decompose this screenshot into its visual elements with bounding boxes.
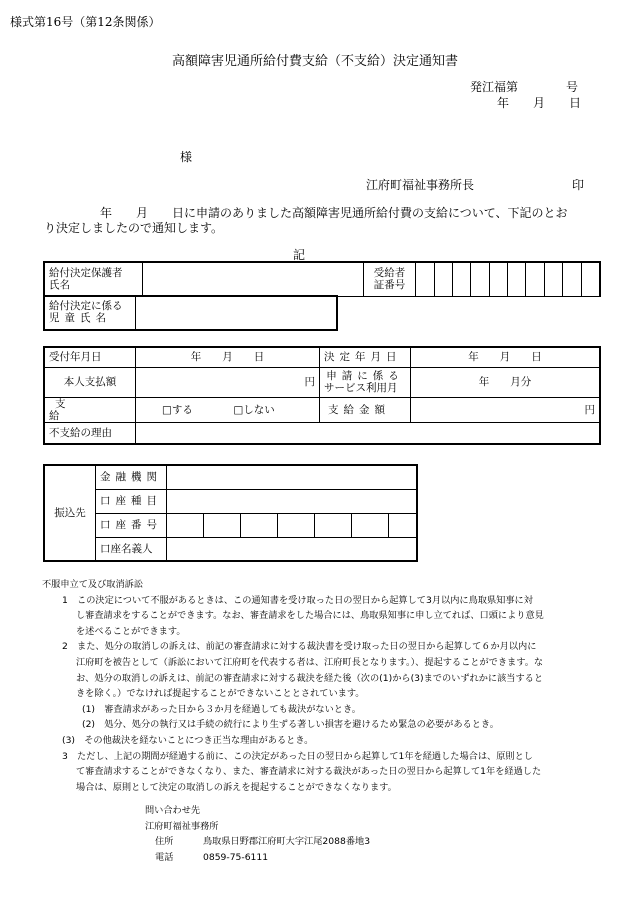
transfer-label: 振込先 [44,465,96,561]
intro-line-1: 年 月 日に申請のありました高額障害児通所給付費の支給について、下記のとお [100,206,568,220]
child-table [43,295,338,331]
reason-field[interactable] [136,422,601,444]
intro-line-2: り決定しましたので通知します。 [44,221,224,235]
self-pay-label: 本人支払額 [44,367,136,397]
guardian-name-field[interactable] [143,262,363,296]
document-date: 年 月 日 [497,96,582,110]
decision-table [43,346,601,445]
contact-office: 江府町福祉事務所 [145,820,219,832]
payment-options [136,397,320,422]
note-3-line-1: 3 ただし、上記の期間が経過する前に、この決定があった日の翌日から起算して1年を経過した場合は、原則とし [62,750,533,762]
cert-digit-4[interactable] [471,262,489,296]
cert-label: 受給者 証番号 [363,262,416,296]
recipient-table [43,261,601,297]
received-date-label: 受付年月日 [44,347,136,367]
reason-label: 不支給の理由 [44,422,136,444]
note-2-line-2: 江府町を被告として（訴訟において江府町を代表する者は、江府町長となります。）、提起することができます。な [76,656,544,668]
amount-label: 支給金額 [320,397,411,422]
note-1-line-2: し審査請求をすることができます。なお、審査請求をした場合には、鳥取県知事に申し立てれば、口頭により意見 [76,610,544,622]
institution-field[interactable] [167,465,418,489]
amount-value[interactable]: 円 [411,397,601,422]
account-number-label: 口座番号 [96,513,167,537]
note-3-line-2: て審査請求することができなくなり、また、審査請求に対する裁決があった日の翌日から起算して1年を経過した [76,766,542,778]
contact-phone-row [145,850,370,866]
contact-block [145,803,370,865]
service-month-label: 申請に係る サービス利用月 [320,367,411,397]
account-type-field[interactable] [167,489,418,513]
appeal-notes [42,577,590,795]
account-type-label: 口座種目 [96,489,167,513]
account-digit-1[interactable] [167,513,204,537]
child-name-field[interactable] [136,296,338,330]
note-2-line-4: きを除く。）でなければ提起することができないこととされています。 [76,688,365,700]
decided-date-label: 決定年月日 [320,347,411,367]
form-number: 様式第16号（第12条関係） [10,15,161,29]
cert-digit-6[interactable] [508,262,526,296]
note-2-sub-2: (2) 処分、処分の執行又は手続の続行により生ずる著しい損害を避けるため緊急の必要があるとき。 [82,719,499,731]
cert-digit-5[interactable] [489,262,507,296]
note-2-sub-3: (3) その他裁決を経ないことにつき正当な理由があるとき。 [62,734,314,746]
cert-digit-1[interactable] [416,262,434,296]
phone-value: 0859-75-6111 [203,851,269,863]
account-digit-4[interactable] [278,513,315,537]
note-1-line-1: 1 この決定について不服があるときは、この通知書を受け取った日の翌日から起算して3月以内に鳥取県知事に対 [62,594,533,606]
account-digit-2[interactable] [204,513,241,537]
payment-label: 支給 [44,397,136,422]
cert-digit-8[interactable] [544,262,562,296]
document-number: 発江福第 号 [470,80,579,94]
document-title: 高額障害児通所給付費支給（不支給）決定通知書 [171,54,458,69]
addressee-suffix: 様 [180,150,193,164]
note-1-line-3: を述べることができます。 [76,625,186,637]
cert-digit-3[interactable] [453,262,471,296]
notes-heading: 不服申立て及び取消訴訟 [42,579,144,590]
note-2-line-1: 2 また、処分の取消しの訴えは、前記の審査請求に対する裁決書を受け取った日の翌日から起算して６か月以内に [62,641,537,653]
account-digit-3[interactable] [241,513,278,537]
note-3-line-3: 場合は、原則として決定の取消しの訴えを提起することができなくなります。 [76,781,397,793]
child-label: 給付決定に係る 児童氏名 [44,296,136,330]
account-holder-label: 口座名義人 [96,537,167,561]
cert-digit-7[interactable] [526,262,544,296]
institution-label: 金融機関 [96,465,167,489]
payment-no-checkbox[interactable]: □しない [233,403,275,416]
ki-label: 記 [293,248,306,262]
decided-date-value[interactable]: 年 月 日 [411,347,601,367]
account-digit-6[interactable] [352,513,389,537]
account-digit-7[interactable] [389,513,418,537]
account-holder-field[interactable] [167,537,418,561]
address-label: 住所 [155,836,174,848]
contact-heading: 問い合わせ先 [145,805,201,816]
received-date-value[interactable]: 年 月 日 [136,347,320,367]
bank-table [43,464,418,562]
self-pay-value[interactable]: 円 [136,367,320,397]
address-value: 鳥取県日野郡江府町大字江尾2088番地3 [203,836,371,848]
seal-mark: 印 [572,178,585,192]
note-2-sub-1: (1) 審査請求があった日から３か月を経過しても裁決がないとき。 [82,703,361,715]
phone-label: 電話 [155,851,174,863]
payment-yes-checkbox[interactable]: □する [162,403,193,416]
account-digit-5[interactable] [315,513,352,537]
contact-address-row [145,834,370,850]
guardian-label: 給付決定保護者 氏名 [44,262,143,296]
cert-digit-10[interactable] [581,262,600,296]
cert-digit-2[interactable] [434,262,452,296]
cert-digit-9[interactable] [563,262,581,296]
sender-name: 江府町福祉事務所長 [366,178,475,192]
note-2-line-3: お、処分の取消しの訴えは、前記の審査請求に対する裁決を経た後（次の(1)から(3)までのいずれかに該当すると [76,672,544,684]
service-month-value[interactable]: 年 月分 [411,367,601,397]
